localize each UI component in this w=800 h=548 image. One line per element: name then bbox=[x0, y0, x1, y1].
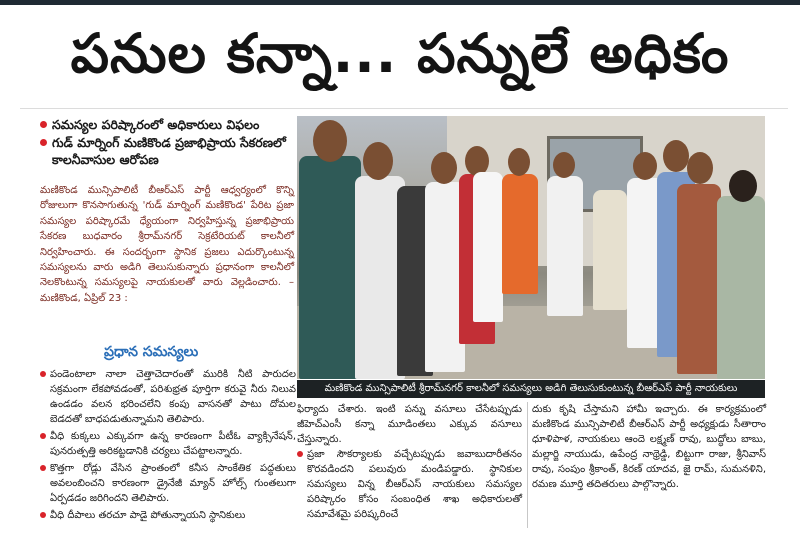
list-item-text: ప్రజా సౌకర్యాలకు వచ్చేటప్పుడు జవాబుదారీతనం కొరవడిందని పలువురు మండిపడ్డారు. స్థానికుల సమస్యలు విన్న బీఆర్ఎస్ నాయకులు సమస్యల పరిష్కారం కోసం సంబంధిత శాఖ అధికారులతో సమావేశమై పరిష్కరించే bbox=[307, 449, 522, 520]
photo-person-head bbox=[633, 152, 657, 180]
problems-list bbox=[40, 367, 296, 525]
list-item-text: పండెంటాలా నాలా చెత్తాచెదారంతో మురికి నీటి పారుదల సక్రమంగా లేకపోవడంతో, పరిశుభ్రత పూర్తిగా కరువై నీరు నిలువ ఉండడం వలన భరించలేని కంపు వాసనతో పాటు దోమల బెడదతో బాధపడుతున్నామని తెలిపారు. bbox=[50, 369, 296, 425]
photo-person bbox=[299, 156, 361, 379]
highlight-bullet bbox=[40, 116, 292, 133]
highlight-bullets bbox=[40, 116, 292, 169]
photo-person-head bbox=[508, 148, 530, 176]
list-item-text: వీధి దీపాలు తరచూ పాడై పోతున్నాయని స్థానికులు bbox=[50, 510, 246, 521]
list-item-text: వీధి కుక్కలు ఎక్కువగా ఉన్న కారణంగా పీటీఓ వ్యాక్సినేషన్, పునరుత్పత్తి అరికట్టడానికి చర్యలు చేపట్టాలన్నారు. bbox=[50, 431, 296, 457]
photo-person-head bbox=[363, 142, 393, 180]
article-column-3: దుకు కృషి చేస్తామని హామీ ఇచ్చారు. ఈ కార్యక్రమంలో మణికొండ మున్సిపాలిటీ బీఆర్ఎస్ పార్టీ అధ్యక్షుడు సీతారాం ధూళిపాళ, నాయకులు ఆందె లక్ష్మణ్ రావు, బుద్ధోలు బాబు, మల్లార్జి నాయుడు, ఉపేంద్ర నాథ్రెడ్డి, బిట్టుగా రాజు, శ్రీనివాస్ రావు, సంపుం శ్రీకాంత్, కిరణ్ యాదవ, జై రామ్, సుమనళిని, రమణ మూర్తి తదితరులు పాల్గొన్నారు. bbox=[532, 404, 766, 490]
headline: పనుల కన్నా... పన్నులే అధికం bbox=[70, 22, 730, 85]
highlight-bullet bbox=[40, 134, 292, 168]
bullet-dot-icon bbox=[40, 139, 47, 146]
column-divider bbox=[527, 402, 528, 528]
photo-person bbox=[717, 196, 765, 379]
photo-person bbox=[473, 172, 503, 322]
list-item bbox=[40, 508, 296, 523]
bullet-text: గుడ్ మార్నింగ్ మణికొండ ప్రజాభిప్రాయ సేకరణలో కాలనీవాసుల ఆరోపణ bbox=[52, 135, 286, 167]
article-column-2 bbox=[297, 402, 522, 524]
photo-person-head bbox=[313, 120, 347, 162]
photo-person-head bbox=[553, 152, 575, 178]
bullet-dot-icon bbox=[297, 451, 303, 457]
section-subhead: ప్రధాన సమస్యలు bbox=[104, 344, 199, 360]
photo-person-head bbox=[663, 140, 689, 172]
bullet-dot-icon bbox=[40, 371, 46, 377]
intro-paragraph: మణికొండ మున్సిపాలిటీ బీఆర్ఎస్ పార్టీ ఆధ్వర్యంలో కొన్ని రోజులుగా కొనసాగుతున్న 'గుడ్ మార్నింగ్ మణికొండ' పేరిట ప్రజా సమస్యల పరిష్కారమే ధ్యేయంగా నిర్వహిస్తున్న ప్రజాభిప్రాయ సేకరణ బుధవారం శ్రీరామ్‌నగర్ సెక్రటేరియట్ కాలనీలో నిర్వహించారు. ఈ సందర్భంగా స్థానిక ప్రజలు ఎదుర్కొంటున్న సమస్యలను వారు అడిగి తెలుసుకున్నారు ప్రధానంగా కాలనీలో నెలకొంటున్న సమస్యలపై నాయకులతో వారు వెల్లడించారు. – మణికొండ, ఏప్రిల్ 23 : bbox=[40, 185, 294, 304]
photo-person bbox=[547, 176, 583, 316]
top-border bbox=[0, 0, 800, 5]
photo-person-head bbox=[729, 170, 757, 202]
photo-caption: మణికొండ మున్సిపాలిటీ శ్రీరామ్‌నగర్ కాలనీలో సమస్యలు అడిగి తెలుసుకుంటున్న బీఆర్ఎస్ పార్టీ నాయకులు bbox=[297, 380, 765, 398]
divider bbox=[20, 108, 788, 109]
news-photo bbox=[297, 116, 765, 379]
list-item bbox=[297, 447, 522, 522]
photo-person bbox=[502, 174, 538, 294]
list-item-text: కొత్తగా రోడ్లు వేసిన ప్రాంతంలో కనీస సాంకేతిక పద్ధతులు అవలంబించని కారణంగా డ్రైనేజీ మ్యాన్ హోల్స్ గుంతలుగా ఏర్పడడం జరిగిందని తెలిపారు. bbox=[50, 463, 296, 504]
bullet-dot-icon bbox=[40, 512, 46, 518]
list-item bbox=[40, 367, 296, 427]
bullet-dot-icon bbox=[40, 465, 46, 471]
photo-person bbox=[593, 190, 627, 310]
photo-person bbox=[677, 184, 721, 374]
column-2-text: ఫిర్యాదు చేశారు. ఇంటి పన్ను వసూలు చేసేటప్పుడు జీహెచ్ఎంసీ కన్నా మూడింతలు ఎక్కువ వసూలు చేస్తున్నారు. bbox=[297, 404, 522, 445]
list-item bbox=[40, 429, 296, 459]
bullet-dot-icon bbox=[40, 121, 47, 128]
bullet-dot-icon bbox=[40, 433, 46, 439]
bullet-text: సమస్యల పరిష్కారంలో అధికారులు విఫలం bbox=[52, 117, 260, 132]
photo-person-head bbox=[431, 152, 457, 184]
photo-person-head bbox=[687, 152, 713, 184]
list-item bbox=[40, 461, 296, 506]
